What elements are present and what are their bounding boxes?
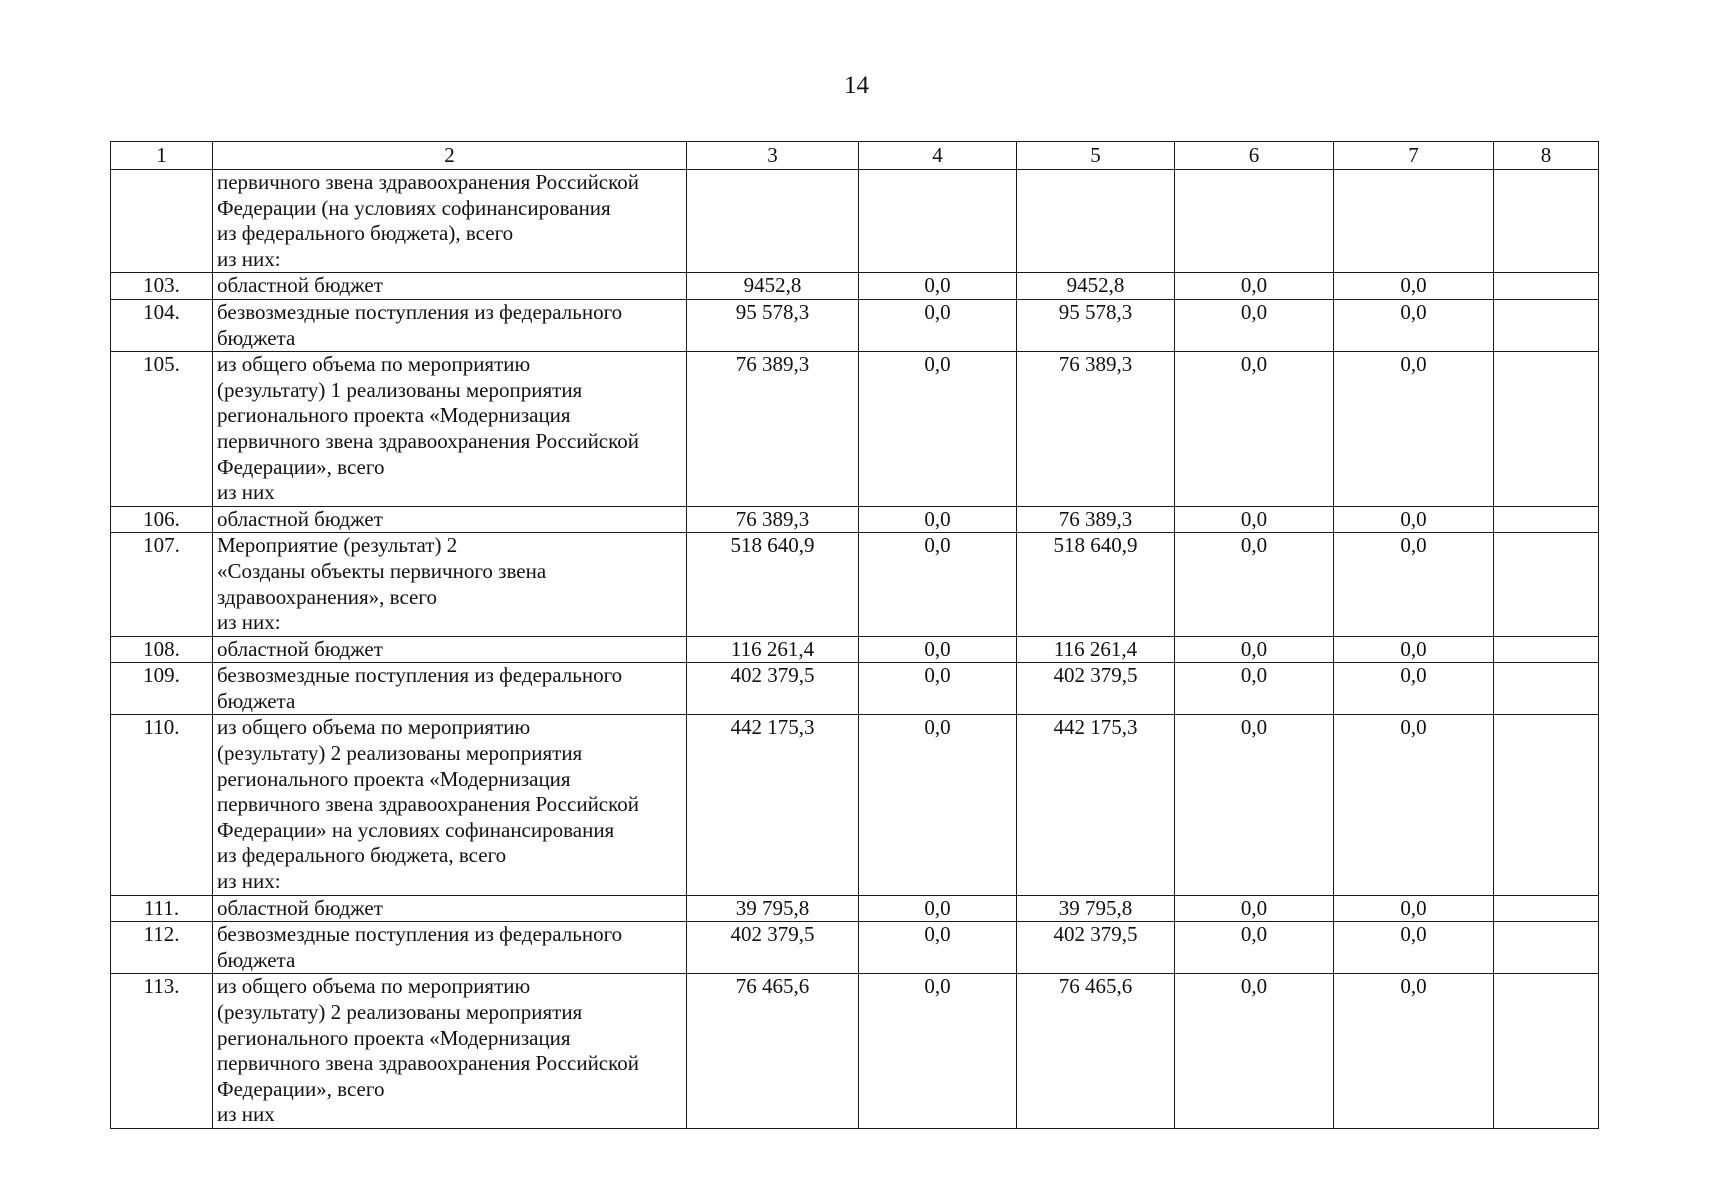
row-description: [213, 170, 687, 273]
description-line: областной бюджет: [217, 506, 383, 531]
value-col-5: 76 389,3: [1017, 506, 1175, 533]
value-col-5: 402 379,5: [1017, 663, 1175, 715]
value-col-5: 518 640,9: [1017, 533, 1175, 636]
row-number: 112.: [111, 922, 213, 974]
row-description: [213, 715, 687, 895]
value-col-6: 0,0: [1175, 533, 1334, 636]
column-header-3: 3: [687, 142, 859, 170]
column-header-8: 8: [1494, 142, 1599, 170]
value-col-7: 0,0: [1334, 273, 1494, 300]
value-col-3: 76 465,6: [687, 974, 859, 1129]
value-col-3: 76 389,3: [687, 352, 859, 507]
description-line: регионального проекта «Модернизация: [217, 403, 571, 428]
row-description: [213, 273, 687, 300]
description-line: безвозмездные поступления из федерального: [217, 299, 623, 324]
value-col-6: 0,0: [1175, 636, 1334, 663]
value-col-7: [1334, 170, 1494, 273]
value-col-4: 0,0: [859, 506, 1017, 533]
table-row: [111, 715, 1599, 895]
description-line: первичного звена здравоохранения Российской: [217, 1051, 639, 1076]
table-row: [111, 663, 1599, 715]
description-line: бюджета: [217, 325, 296, 350]
table-row: [111, 533, 1599, 636]
description-line: Федерации», всего: [217, 454, 385, 479]
value-col-6: 0,0: [1175, 299, 1334, 351]
value-col-4: [859, 170, 1017, 273]
value-col-6: 0,0: [1175, 352, 1334, 507]
value-col-4: 0,0: [859, 895, 1017, 922]
value-col-3: 518 640,9: [687, 533, 859, 636]
description-line: Федерации (на условиях софинансирования: [217, 195, 611, 220]
value-col-8: [1494, 636, 1599, 663]
row-description: [213, 299, 687, 351]
description-line: первичного звена здравоохранения Российской: [217, 792, 639, 817]
description-line: здравоохранения», всего: [217, 584, 437, 609]
description-line: из федерального бюджета, всего: [217, 843, 507, 868]
value-col-7: 0,0: [1334, 895, 1494, 922]
description-line: из общего объема по мероприятию: [217, 352, 531, 377]
value-col-6: 0,0: [1175, 663, 1334, 715]
row-description: [213, 636, 687, 663]
value-col-3: 402 379,5: [687, 663, 859, 715]
row-number: 106.: [111, 506, 213, 533]
value-col-7: 0,0: [1334, 636, 1494, 663]
table-row: [111, 170, 1599, 273]
value-col-4: 0,0: [859, 273, 1017, 300]
description-line: из федерального бюджета), всего: [217, 221, 514, 246]
row-number: [111, 170, 213, 273]
column-header-1: 1: [111, 142, 213, 170]
description-line: первичного звена здравоохранения Российской: [217, 170, 639, 194]
value-col-4: 0,0: [859, 299, 1017, 351]
row-description: [213, 663, 687, 715]
description-line: Федерации» на условиях софинансирования: [217, 817, 615, 842]
row-description: [213, 506, 687, 533]
value-col-8: [1494, 533, 1599, 636]
column-header-4: 4: [859, 142, 1017, 170]
row-description: [213, 533, 687, 636]
value-col-6: 0,0: [1175, 895, 1334, 922]
value-col-8: [1494, 895, 1599, 922]
value-col-6: 0,0: [1175, 715, 1334, 895]
description-line: из них: [217, 1102, 275, 1127]
column-header-7: 7: [1334, 142, 1494, 170]
value-col-5: 402 379,5: [1017, 922, 1175, 974]
value-col-7: 0,0: [1334, 533, 1494, 636]
row-description: [213, 922, 687, 974]
value-col-4: 0,0: [859, 974, 1017, 1129]
value-col-5: [1017, 170, 1175, 273]
value-col-6: 0,0: [1175, 974, 1334, 1129]
value-col-8: [1494, 352, 1599, 507]
value-col-7: 0,0: [1334, 299, 1494, 351]
value-col-7: 0,0: [1334, 506, 1494, 533]
value-col-3: 39 795,8: [687, 895, 859, 922]
table-row: [111, 974, 1599, 1129]
row-number: 103.: [111, 273, 213, 300]
description-line: «Созданы объекты первичного звена: [217, 558, 547, 583]
row-number: 109.: [111, 663, 213, 715]
description-line: безвозмездные поступления из федерального: [217, 663, 623, 688]
row-number: 105.: [111, 352, 213, 507]
description-line: (результату) 2 реализованы мероприятия: [217, 741, 583, 766]
table-row: [111, 352, 1599, 507]
value-col-4: 0,0: [859, 352, 1017, 507]
description-line: регионального проекта «Модернизация: [217, 766, 571, 791]
value-col-4: 0,0: [859, 636, 1017, 663]
row-number: 108.: [111, 636, 213, 663]
column-header-6: 6: [1175, 142, 1334, 170]
value-col-8: [1494, 506, 1599, 533]
value-col-3: [687, 170, 859, 273]
value-col-5: 39 795,8: [1017, 895, 1175, 922]
description-line: регионального проекта «Модернизация: [217, 1025, 571, 1050]
description-line: из них:: [217, 610, 281, 635]
row-description: [213, 895, 687, 922]
value-col-7: 0,0: [1334, 715, 1494, 895]
value-col-7: 0,0: [1334, 352, 1494, 507]
value-col-3: 442 175,3: [687, 715, 859, 895]
description-line: бюджета: [217, 688, 296, 713]
value-col-7: 0,0: [1334, 974, 1494, 1129]
description-line: областной бюджет: [217, 636, 383, 661]
row-number: 107.: [111, 533, 213, 636]
description-line: из них:: [217, 246, 281, 271]
value-col-3: 9452,8: [687, 273, 859, 300]
description-line: первичного звена здравоохранения Российской: [217, 428, 639, 453]
value-col-5: 76 389,3: [1017, 352, 1175, 507]
budget-table: [110, 141, 1599, 1129]
description-line: (результату) 1 реализованы мероприятия: [217, 377, 583, 402]
value-col-3: 116 261,4: [687, 636, 859, 663]
table-row: [111, 299, 1599, 351]
description-line: областной бюджет: [217, 895, 383, 920]
row-number: 111.: [111, 895, 213, 922]
header-row: [111, 142, 1599, 170]
table-row: [111, 922, 1599, 974]
value-col-4: 0,0: [859, 715, 1017, 895]
value-col-6: 0,0: [1175, 922, 1334, 974]
value-col-8: [1494, 974, 1599, 1129]
value-col-8: [1494, 273, 1599, 300]
description-line: бюджета: [217, 947, 296, 972]
value-col-3: 95 578,3: [687, 299, 859, 351]
description-line: из них:: [217, 869, 281, 894]
row-description: [213, 974, 687, 1129]
value-col-7: 0,0: [1334, 922, 1494, 974]
value-col-8: [1494, 663, 1599, 715]
row-number: 110.: [111, 715, 213, 895]
row-number: 104.: [111, 299, 213, 351]
table-row: [111, 506, 1599, 533]
description-line: областной бюджет: [217, 273, 383, 298]
value-col-8: [1494, 715, 1599, 895]
column-header-2: 2: [213, 142, 687, 170]
value-col-5: 9452,8: [1017, 273, 1175, 300]
page-number: 14: [844, 72, 869, 99]
table-row: [111, 636, 1599, 663]
value-col-4: 0,0: [859, 922, 1017, 974]
value-col-8: [1494, 299, 1599, 351]
description-line: из общего объема по мероприятию: [217, 974, 531, 999]
value-col-7: 0,0: [1334, 663, 1494, 715]
value-col-6: 0,0: [1175, 506, 1334, 533]
value-col-8: [1494, 922, 1599, 974]
table-row: [111, 273, 1599, 300]
description-line: безвозмездные поступления из федерального: [217, 922, 623, 947]
value-col-8: [1494, 170, 1599, 273]
column-header-5: 5: [1017, 142, 1175, 170]
description-line: (результату) 2 реализованы мероприятия: [217, 1000, 583, 1024]
value-col-5: 442 175,3: [1017, 715, 1175, 895]
row-number: 113.: [111, 974, 213, 1129]
value-col-6: 0,0: [1175, 273, 1334, 300]
value-col-3: 402 379,5: [687, 922, 859, 974]
table-row: [111, 895, 1599, 922]
value-col-4: 0,0: [859, 533, 1017, 636]
description-line: из общего объема по мероприятию: [217, 715, 531, 740]
description-line: Мероприятие (результат) 2: [217, 533, 458, 558]
value-col-6: [1175, 170, 1334, 273]
value-col-5: 76 465,6: [1017, 974, 1175, 1129]
row-description: [213, 352, 687, 507]
value-col-3: 76 389,3: [687, 506, 859, 533]
table-body: [111, 170, 1599, 1129]
value-col-5: 95 578,3: [1017, 299, 1175, 351]
description-line: Федерации», всего: [217, 1076, 385, 1101]
description-line: из них: [217, 480, 275, 505]
value-col-4: 0,0: [859, 663, 1017, 715]
value-col-5: 116 261,4: [1017, 636, 1175, 663]
